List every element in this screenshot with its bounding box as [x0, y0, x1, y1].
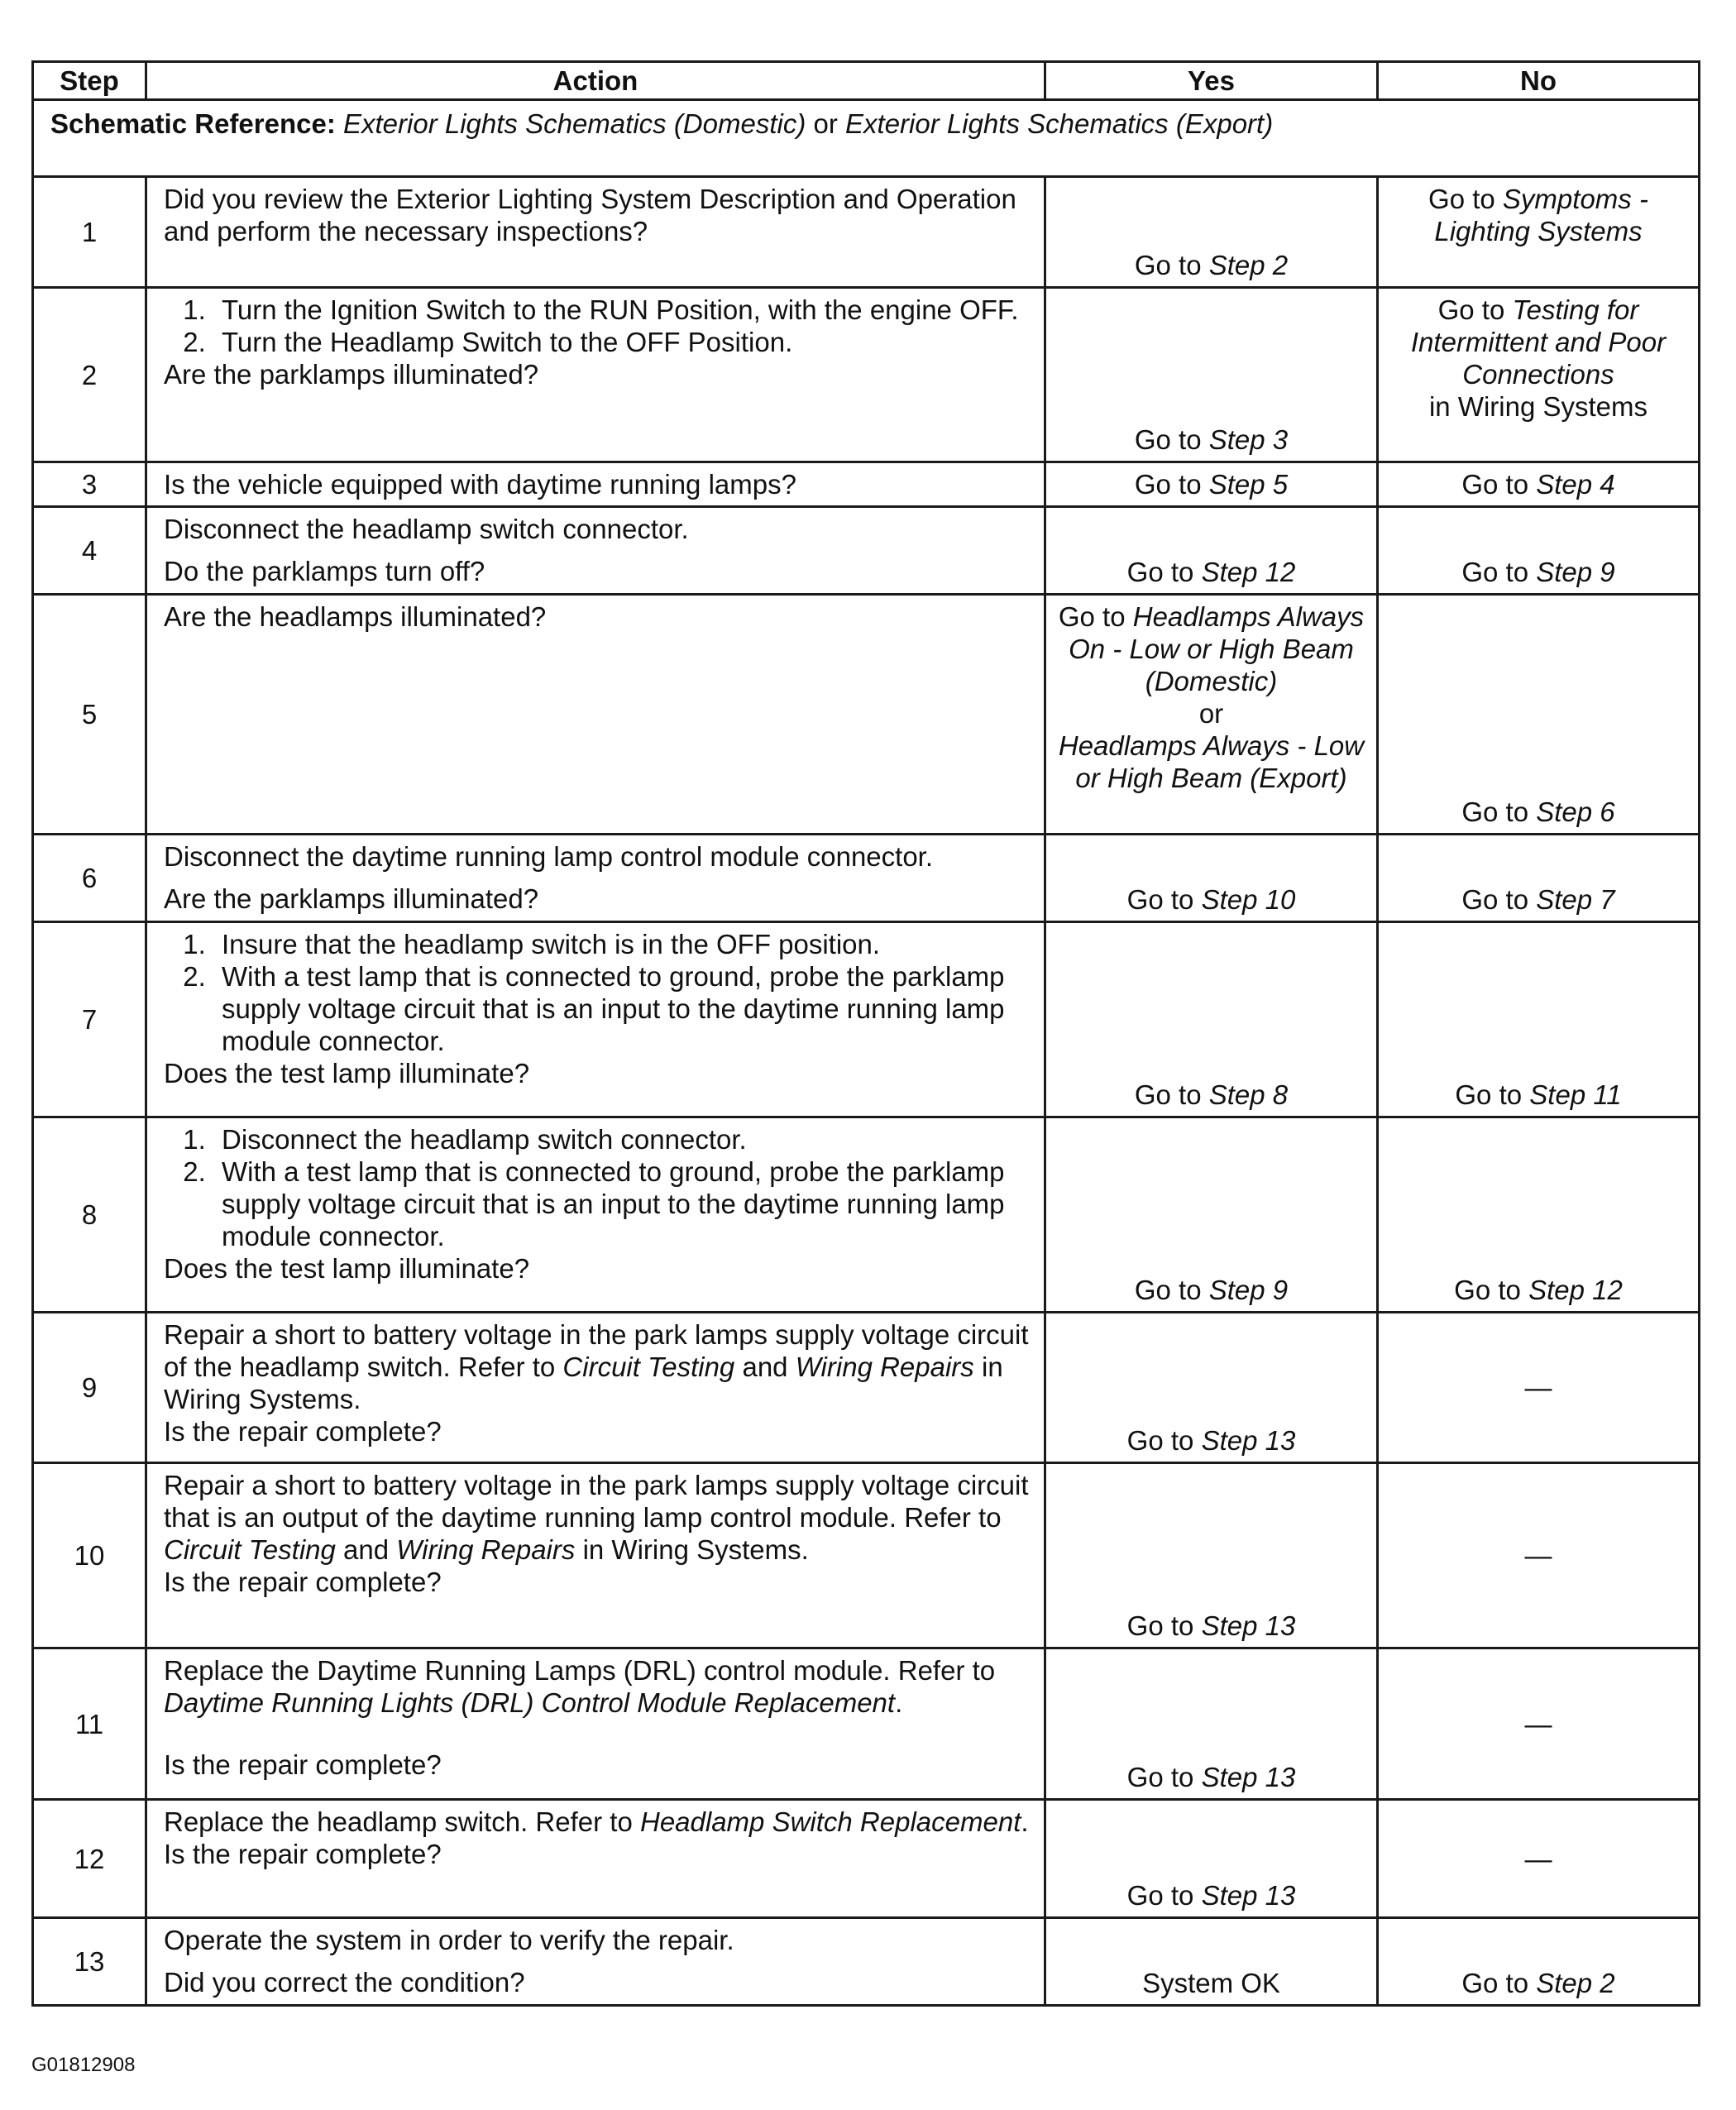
header-row [33, 62, 1700, 100]
goto-text: Go to [1126, 1610, 1194, 1641]
step-row-8 [33, 1117, 1700, 1313]
goto-text: Go to [1461, 557, 1529, 587]
action-list-item: 1. Turn the Ignition Switch to the RUN Position, with the engine OFF. [213, 294, 1031, 326]
yes-cell [1045, 1648, 1378, 1800]
schematic-ref-domestic: Exterior Lights Schematics (Domestic) [343, 108, 806, 139]
yes-cell [1045, 1800, 1378, 1918]
step-number: 8 [33, 1117, 146, 1313]
circuit-testing-link[interactable]: Circuit Testing [164, 1534, 336, 1565]
no-cell [1378, 1117, 1700, 1313]
yes-cell [1045, 1463, 1378, 1648]
goto-text: Go to [1126, 557, 1194, 587]
action-and: and [343, 1534, 390, 1565]
no-cell [1378, 835, 1700, 922]
no-symptoms-link[interactable]: Symptoms - Lighting Systems [1434, 184, 1648, 246]
action-list [164, 294, 1031, 358]
schematic-row [33, 100, 1700, 177]
step-row-7 [33, 922, 1700, 1117]
yes-step-link[interactable]: Step 3 [1208, 424, 1289, 455]
no-dash: — [1524, 1540, 1552, 1571]
no-dash: — [1524, 1843, 1552, 1874]
yes-step-link[interactable]: Step 12 [1201, 557, 1296, 587]
step-number: 7 [33, 922, 146, 1117]
no-step-link[interactable]: Step 7 [1536, 884, 1615, 915]
action-list-item: 2. With a test lamp that is connected to ground, probe the parklamp supply voltage circuit that is an input to the daytime running lamp module connector. [213, 1155, 1031, 1252]
action-text-part: Replace the Daytime Running Lamps (DRL) control module. Refer to [164, 1655, 996, 1686]
action-question: Is the repair complete? [164, 1567, 442, 1597]
step-number: 9 [33, 1313, 146, 1463]
wiring-repairs-link[interactable]: Wiring Repairs [795, 1352, 974, 1382]
step-row-10 [33, 1463, 1700, 1648]
action-text [164, 1469, 1031, 1566]
no-cell [1378, 1648, 1700, 1800]
yes-step-link[interactable]: Step 5 [1208, 469, 1289, 500]
action-cell [146, 462, 1045, 507]
action-question: Did you correct the condition? [164, 1967, 525, 1998]
wiring-repairs-link[interactable]: Wiring Repairs [396, 1534, 576, 1565]
no-cell [1378, 462, 1700, 507]
goto-text: Go to [1461, 884, 1529, 915]
step-number: 12 [33, 1800, 146, 1918]
goto-text: Go to [1134, 1275, 1202, 1305]
yes-step-link[interactable]: Step 13 [1201, 1610, 1296, 1641]
action-cell [146, 1918, 1045, 2006]
step-row-5 [33, 595, 1700, 835]
no-step-link[interactable]: Step 11 [1529, 1079, 1622, 1110]
step-row-3 [33, 462, 1700, 507]
step-row-1 [33, 177, 1700, 288]
action-question: Are the parklamps illuminated? [164, 883, 539, 914]
action-cell [146, 177, 1045, 288]
yes-step-link[interactable]: Step 2 [1208, 250, 1289, 280]
yes-cell [1045, 177, 1378, 288]
action-cell [146, 1648, 1045, 1800]
goto-text: Go to [1058, 601, 1126, 632]
action-cell [146, 1800, 1045, 1918]
step-row-9 [33, 1313, 1700, 1463]
action-cell [146, 507, 1045, 595]
no-cell [1378, 288, 1700, 462]
action-list [164, 928, 1031, 1057]
action-text: Operate the system in order to verify the repair. [164, 1925, 734, 1955]
yes-step-link[interactable]: Step 9 [1208, 1275, 1289, 1305]
action-question: Are the parklamps illuminated? [164, 359, 539, 390]
action-cell [146, 1463, 1045, 1648]
action-text-part: Repair a short to battery voltage in the park lamps supply voltage circuit that is an output of the daytime running lamp control module. Refer to [164, 1470, 1029, 1533]
no-cell [1378, 1918, 1700, 2006]
yes-cell [1045, 288, 1378, 462]
header-yes: Yes [1045, 62, 1378, 100]
action-question: Does the test lamp illuminate? [164, 1253, 530, 1284]
step-row-4 [33, 507, 1700, 595]
goto-text: Go to [1134, 424, 1202, 455]
yes-cell [1045, 1918, 1378, 2006]
goto-text: Go to [1126, 1762, 1194, 1792]
action-text [164, 1318, 1031, 1415]
step-number: 4 [33, 507, 146, 595]
step-number: 6 [33, 835, 146, 922]
no-cell [1378, 922, 1700, 1117]
action-cell [146, 288, 1045, 462]
step-row-2 [33, 288, 1700, 462]
header-no: No [1378, 62, 1700, 100]
yes-cell [1045, 835, 1378, 922]
action-list-item: 2. With a test lamp that is connected to ground, probe the parklamp supply voltage circuit that is an input to the daytime running lamp module connector. [213, 960, 1031, 1057]
action-question: Do the parklamps turn off? [164, 556, 485, 586]
no-cell [1378, 595, 1700, 835]
action-text: Disconnect the headlamp switch connector. [164, 514, 689, 544]
action-question: Is the repair complete? [164, 1749, 442, 1780]
circuit-testing-link[interactable]: Circuit Testing [562, 1352, 735, 1382]
action-cell [146, 835, 1045, 922]
goto-text: Go to [1428, 184, 1495, 214]
action-cell [146, 922, 1045, 1117]
no-step-link[interactable]: Step 9 [1536, 557, 1615, 587]
yes-cell [1045, 507, 1378, 595]
yes-step-link[interactable]: Step 13 [1201, 1762, 1296, 1792]
yes-cell [1045, 1117, 1378, 1313]
step-number: 11 [33, 1648, 146, 1800]
action-text-part: . [895, 1687, 903, 1718]
drl-module-replacement-link[interactable]: Daytime Running Lights (DRL) Control Module Replacement [164, 1687, 896, 1718]
no-step-link[interactable]: Step 4 [1536, 469, 1615, 500]
action-question: Is the repair complete? [164, 1416, 442, 1447]
action-text-part: in Wiring Systems. [164, 1352, 1003, 1414]
no-suffix: in Wiring Systems [1428, 391, 1648, 422]
action-list-item: 1. Disconnect the headlamp switch connector. [213, 1123, 1031, 1155]
no-step-link[interactable]: Step 12 [1528, 1275, 1623, 1305]
action-cell [146, 1313, 1045, 1463]
step-number: 5 [33, 595, 146, 835]
headlamp-switch-replacement-link[interactable]: Headlamp Switch Replacement [639, 1806, 1021, 1837]
no-cell [1378, 1800, 1700, 1918]
yes-headlamps-export-link[interactable]: Headlamps Always - Low or High Beam (Export) [1058, 730, 1365, 793]
yes-cell [1045, 1313, 1378, 1463]
no-cell [1378, 507, 1700, 595]
header-action: Action [146, 62, 1045, 100]
action-and: and [742, 1352, 788, 1382]
step-row-6 [33, 835, 1700, 922]
yes-cell [1045, 462, 1378, 507]
schematic-or: or [813, 108, 838, 139]
schematic-reference [33, 100, 1700, 177]
action-text: Disconnect the daytime running lamp control module connector. [164, 841, 934, 872]
diagnostic-table [31, 60, 1700, 2007]
no-cell [1378, 1463, 1700, 1648]
goto-text: Go to [1461, 469, 1529, 500]
action-text-part: . [1021, 1806, 1029, 1837]
action-question: Is the repair complete? [164, 1839, 442, 1869]
yes-step-link[interactable]: Step 13 [1201, 1425, 1296, 1456]
action-text-part: in Wiring Systems. [582, 1534, 809, 1565]
action-cell [146, 1117, 1045, 1313]
no-step-link[interactable]: Step 6 [1536, 797, 1615, 827]
step-number: 13 [33, 1918, 146, 2006]
goto-text: Go to [1461, 797, 1529, 827]
goto-text: Go to [1134, 250, 1202, 280]
goto-text: Go to [1126, 1425, 1194, 1456]
goto-text: Go to [1454, 1275, 1521, 1305]
action-question: Is the vehicle equipped with daytime running lamps? [164, 469, 796, 500]
goto-text: Go to [1134, 1079, 1202, 1110]
schematic-label: Schematic Reference: [50, 108, 336, 139]
no-cell [1378, 177, 1700, 288]
step-row-13 [33, 1918, 1700, 2006]
action-cell [146, 595, 1045, 835]
step-number: 3 [33, 462, 146, 507]
goto-text: Go to [1437, 294, 1505, 325]
figure-id: G01812908 [31, 2054, 136, 2076]
goto-text: Go to [1134, 469, 1202, 500]
schematic-ref-export: Exterior Lights Schematics (Export) [845, 108, 1274, 139]
step-number: 2 [33, 288, 146, 462]
no-cell [1378, 1313, 1700, 1463]
yes-cell [1045, 922, 1378, 1117]
step-row-11 [33, 1648, 1700, 1800]
step-number: 1 [33, 177, 146, 288]
no-dash: — [1524, 1708, 1552, 1739]
goto-text: Go to [1126, 1880, 1194, 1911]
yes-step-link[interactable]: Step 8 [1208, 1079, 1289, 1110]
yes-step-link[interactable]: Step 10 [1201, 884, 1296, 915]
action-list-item: 1. Insure that the headlamp switch is in the OFF position. [213, 928, 1031, 960]
action-question: Does the test lamp illuminate? [164, 1058, 530, 1088]
action-text [164, 1806, 1031, 1838]
action-text-part: Replace the headlamp switch. Refer to [164, 1806, 633, 1837]
action-question: Are the headlamps illuminated? [164, 601, 547, 632]
step-row-12 [33, 1800, 1700, 1918]
yes-headlamps-domestic-link[interactable]: Headlamps Always On - Low or High Beam (Domestic) [1069, 601, 1365, 696]
goto-text: Go to [1461, 1968, 1529, 1998]
action-list-item: 2. Turn the Headlamp Switch to the OFF Position. [213, 326, 1031, 358]
action-text [164, 1654, 1031, 1719]
action-list [164, 1123, 1031, 1252]
step-number: 10 [33, 1463, 146, 1648]
yes-cell [1045, 595, 1378, 835]
system-ok-text: System OK [1142, 1968, 1280, 1998]
goto-text: Go to [1126, 884, 1194, 915]
goto-text: Go to [1455, 1079, 1523, 1110]
no-step-link[interactable]: Step 2 [1536, 1968, 1615, 1998]
yes-step-link[interactable]: Step 13 [1201, 1880, 1296, 1911]
yes-or: or [1198, 698, 1224, 729]
header-step: Step [33, 62, 146, 100]
action-text: Did you review the Exterior Lighting System Description and Operation and perform the necessary inspections? [164, 184, 1016, 246]
no-dash: — [1524, 1372, 1552, 1403]
action-text-part: Repair a short to battery voltage in the park lamps supply voltage circuit of the headlamp switch. Refer to [164, 1319, 1029, 1382]
no-testing-link[interactable]: Testing for Intermittent and Poor Connections [1410, 294, 1667, 390]
